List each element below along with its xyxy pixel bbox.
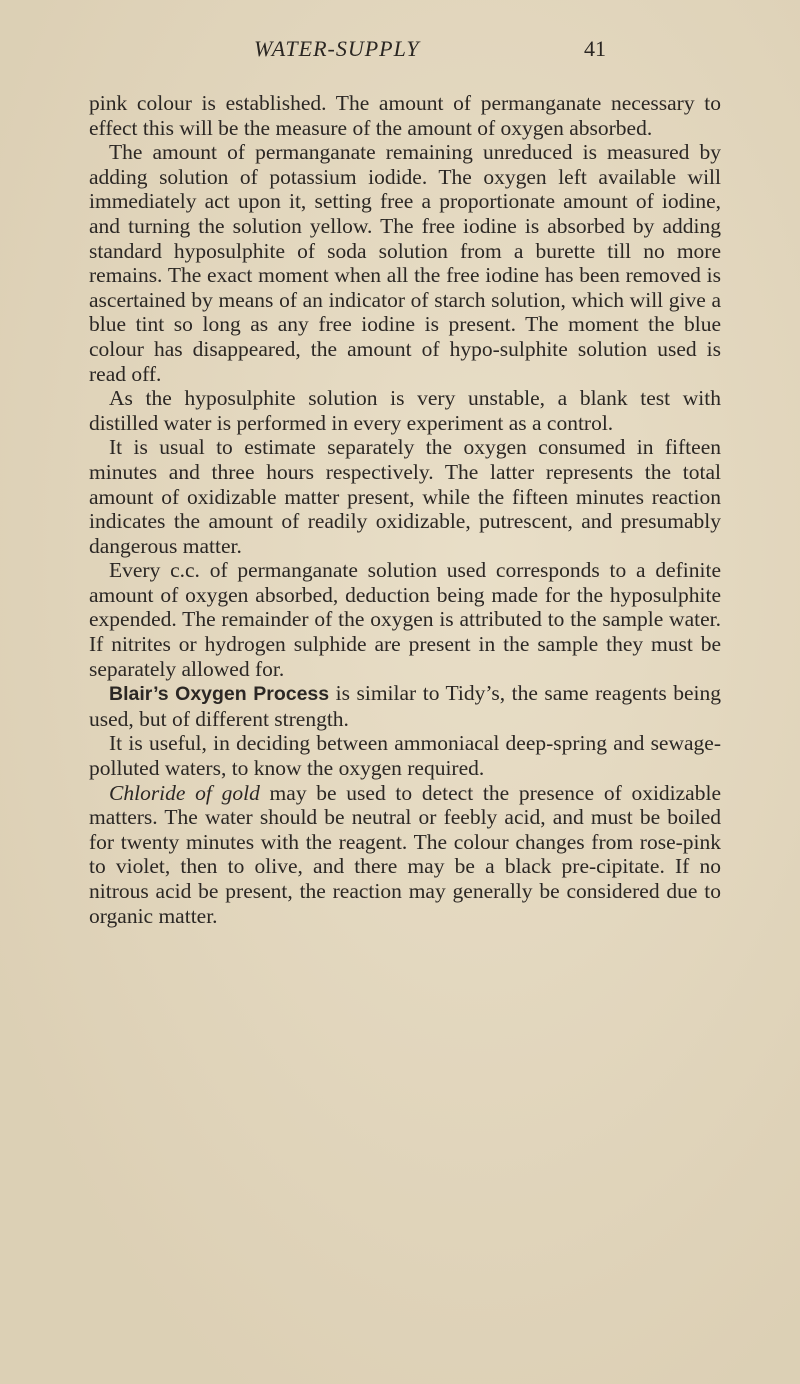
paragraph-deep-spring <box>89 731 721 780</box>
paragraph-continued <box>89 91 721 140</box>
page-number: 41 <box>584 36 606 61</box>
body-text <box>89 91 721 928</box>
paragraph-text: may be used to detect the presence of oxidizable matters. The water should be neutral or feebly acid, and must be boiled for twenty minutes with the reagent. The colour changes from rose-pink to violet, then to olive, and there may be a black pre-cipitate. If no nitrous acid be present, the reaction may generally be considered due to organic matter. <box>89 780 721 928</box>
section-heading-chloride-of-gold: Chloride of gold <box>109 780 260 805</box>
paragraph-text: It is usual to estimate separately the oxygen consumed in fifteen minutes and three hours respectively. The latter represents the total amount of oxidizable matter present, while the fifteen minutes reaction indicates the amount of readily oxidizable, putrescent, and presumably dangerous matter. <box>89 435 721 558</box>
page-header <box>0 36 800 72</box>
paragraph-text: It is useful, in deciding between ammoniacal deep-spring and sewage-polluted waters, to know the oxygen required. <box>89 731 721 781</box>
paragraph-chloride-of-gold <box>89 781 721 929</box>
section-heading-blairs-oxygen-process: Blair’s Oxygen Process <box>109 683 330 706</box>
paragraph-blairs-process <box>89 681 721 731</box>
paragraph-permanganate-cc <box>89 558 721 681</box>
paragraph-text: is similar to Tidy’s, the same reagents being used, but of different strength. <box>89 681 721 731</box>
paragraph-text: Every c.c. of permanganate solution used corresponds to a definite amount of oxygen absorbed, deduction being made for the hyposulphite expended. The remainder of the oxygen is attributed to the sample water. If nitrites or hydrogen sulphide are present in the sample they must be separately allowed for. <box>89 558 721 681</box>
running-title: WATER-SUPPLY <box>254 36 420 61</box>
paragraph-text: As the hyposulphite solution is very unstable, a blank test with distilled water is performed in every experiment as a control. <box>89 386 721 435</box>
paragraph-blank-test <box>89 386 721 435</box>
paragraph-text: pink colour is established. The amount of permanganate necessary to effect this will be the measure of the amount of oxygen absorbed. <box>89 91 721 140</box>
paragraph-text: The amount of permanganate remaining unreduced is measured by adding solution of potassium iodide. The oxygen left available will immediately act upon it, setting free a proportionate amount of iodine, and turning the solution yellow. The free iodine is absorbed by adding standard hyposulphite of soda solution from a burette till no more remains. The exact moment when all the free iodine has been removed is ascertained by means of an indicator of starch solution, which will give a blue tint so long as any free iodine is present. The moment the blue colour has disappeared, the amount of hypo-sulphite solution used is read off. <box>89 140 721 386</box>
paragraph-fifteen-minutes <box>89 435 721 558</box>
paragraph-iodide-measure <box>89 140 721 386</box>
